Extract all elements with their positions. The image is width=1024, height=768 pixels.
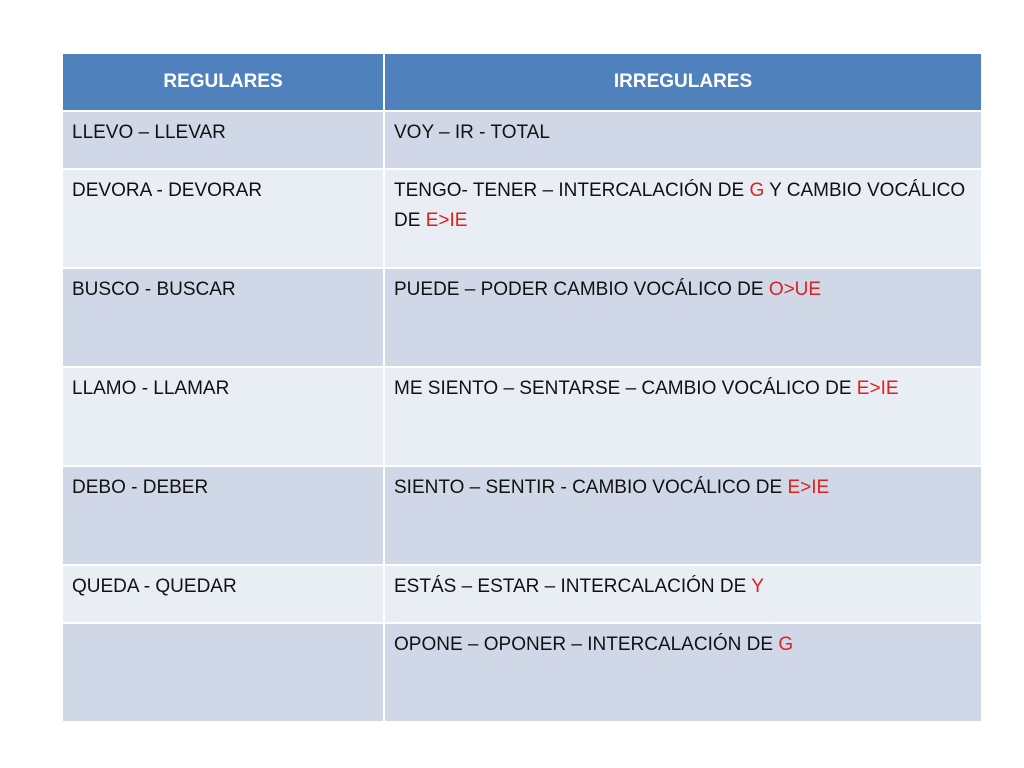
regular-cell: LLAMO - LLAMAR [62,367,384,466]
table-header-row [62,53,982,111]
irregular-text: SIENTO – SENTIR - CAMBIO VOCÁLICO DE [394,477,788,498]
regular-cell: LLEVO – LLEVAR [62,111,384,169]
irregular-cell [384,565,982,623]
irregular-text: OPONE – OPONER – INTERCALACIÓN DE [394,634,779,655]
highlight-text: E>IE [425,210,468,231]
regular-cell: DEVORA - DEVORAR [62,169,384,268]
highlight-text: O>UE [768,279,822,300]
irregular-text: VOY – IR - TOTAL [394,122,550,143]
irregular-cell [384,466,982,565]
header-regulares: REGULARES [62,53,384,111]
table-row [62,565,982,623]
irregular-text: Y CAMBIO VOCÁLICO DE [394,180,966,231]
highlight-text: Y [751,576,764,597]
irregular-text: TENGO- TENER – INTERCALACIÓN DE [394,180,750,201]
irregular-text: ME SIENTO – SENTARSE – CAMBIO VOCÁLICO DE [394,378,857,399]
table-row [62,268,982,367]
table-row [62,111,982,169]
regular-cell: QUEDA - QUEDAR [62,565,384,623]
highlight-text: G [778,634,794,655]
regular-cell [62,623,384,722]
highlight-text: E>IE [856,378,899,399]
header-irregulares: IRREGULARES [384,53,982,111]
irregular-cell [384,169,982,268]
regular-cell: BUSCO - BUSCAR [62,268,384,367]
irregular-cell [384,623,982,722]
table-row [62,169,982,268]
irregular-text: PUEDE – PODER CAMBIO VOCÁLICO DE [394,279,769,300]
irregular-cell [384,367,982,466]
irregular-cell [384,268,982,367]
regular-cell: DEBO - DEBER [62,466,384,565]
irregular-cell [384,111,982,169]
verb-comparison-table [61,52,983,723]
table-row [62,623,982,722]
table-row [62,466,982,565]
highlight-text: G [749,180,765,201]
highlight-text: E>IE [787,477,830,498]
irregular-text: ESTÁS – ESTAR – INTERCALACIÓN DE [394,576,752,597]
table-row [62,367,982,466]
